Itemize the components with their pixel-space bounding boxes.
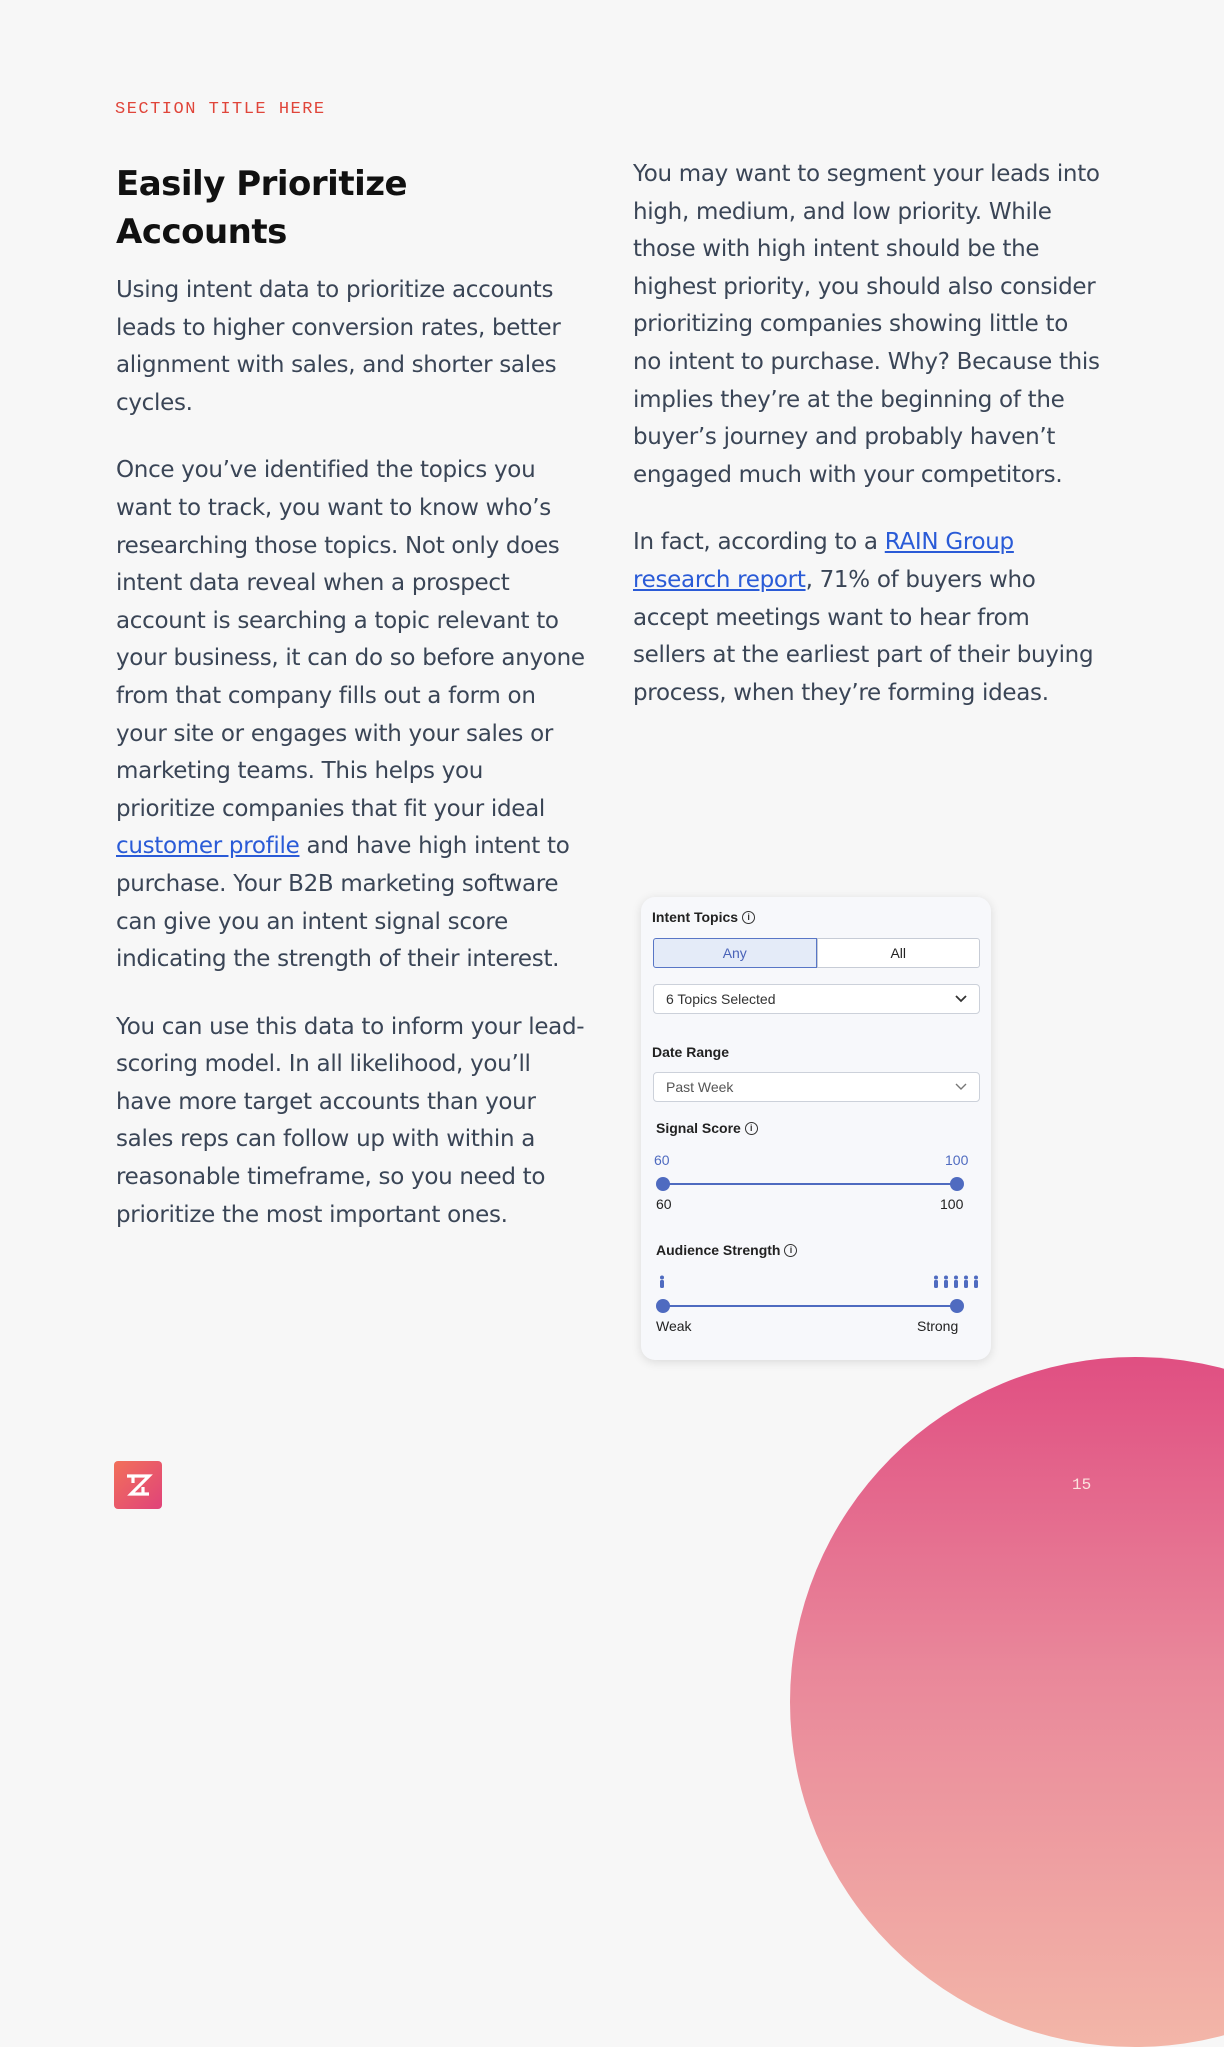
logo-z-icon <box>123 1470 153 1500</box>
page-number: 15 <box>1072 1476 1092 1494</box>
rain-group-report-link[interactable]: RAIN Group research report <box>633 529 1014 593</box>
weak-person-icon <box>658 1275 666 1289</box>
section-title: SECTION TITLE HERE <box>115 100 326 119</box>
signal-min-handle[interactable] <box>656 1177 670 1191</box>
intent-topics-label: Intent Topics i <box>652 909 755 925</box>
audience-strength-label: Audience Strength i <box>656 1242 797 1258</box>
right-column <box>633 156 1103 742</box>
audience-min-handle[interactable] <box>656 1299 670 1313</box>
chevron-down-icon <box>955 1083 967 1091</box>
signal-min-value: 60 <box>656 1196 672 1212</box>
signal-score-label: Signal Score i <box>656 1120 758 1136</box>
signal-max-top: 100 <box>945 1152 969 1168</box>
signal-max-handle[interactable] <box>950 1177 964 1191</box>
audience-max-handle[interactable] <box>950 1299 964 1313</box>
info-icon[interactable]: i <box>745 1122 758 1135</box>
signal-max-value: 100 <box>940 1196 964 1212</box>
date-range-label: Date Range <box>652 1044 730 1060</box>
signal-min-top: 60 <box>654 1152 670 1168</box>
strong-people-icon <box>932 1275 982 1289</box>
customer-profile-link[interactable]: customer profile <box>116 833 300 860</box>
audience-slider-track[interactable] <box>663 1305 957 1307</box>
left-paragraph-1: Using intent data to prioritize accounts leads to higher conversion rates, better alignment with sales, and shorter sales cycles. <box>116 277 561 416</box>
info-icon[interactable]: i <box>742 911 755 924</box>
left-paragraph-2: Once you’ve identified the topics you want to track, you want to know who’s researching those topics. Not only does intent data reveal when a prospect account is searching a topic relevant to your business, it can do so before anyone from that company fills out a form on your site or engages with your sales or marketing teams. This helps you prioritize companies that fit your ideal customer profile and have high intent to purchase. Your B2B marketing software can give you an intent signal score indicating the strength of their interest. <box>116 457 585 973</box>
page-heading: Easily Prioritize Accounts <box>116 164 408 252</box>
weak-label: Weak <box>656 1318 692 1334</box>
strong-label: Strong <box>917 1318 959 1334</box>
topics-select[interactable]: 6 Topics Selected <box>653 984 980 1014</box>
toggle-all-button[interactable]: All <box>817 938 981 968</box>
toggle-any-button[interactable]: Any <box>653 938 817 968</box>
topic-match-toggle <box>653 938 980 968</box>
left-paragraph-3: You can use this data to inform your lead-scoring model. In all likelihood, you’ll have more target accounts than your sales reps can follow up with within a reasonable timeframe, so you need to prioritize the most important ones. <box>116 1013 585 1228</box>
intent-filter-widget <box>641 897 991 1360</box>
decorative-gradient-circle <box>790 1357 1224 2047</box>
info-icon[interactable]: i <box>784 1244 797 1257</box>
left-column <box>116 160 586 1264</box>
chevron-down-icon <box>955 995 967 1003</box>
right-paragraph-1: You may want to segment your leads into high, medium, and low priority. While those with high intent should be the highest priority, you should also consider prioritizing companies showing little to no intent to purchase. Why? Because this implies they’re at the beginning of the buyer’s journey and probably haven’t engaged much with your competitors. <box>633 161 1100 488</box>
signal-slider-track[interactable] <box>663 1183 957 1185</box>
right-paragraph-2: In fact, according to a RAIN Group research report, 71% of buyers who accept meetings want to hear from sellers at the earliest part of their buying process, when they’re forming ideas. <box>633 529 1094 706</box>
brand-logo <box>114 1461 162 1509</box>
date-range-select[interactable]: Past Week <box>653 1072 980 1102</box>
